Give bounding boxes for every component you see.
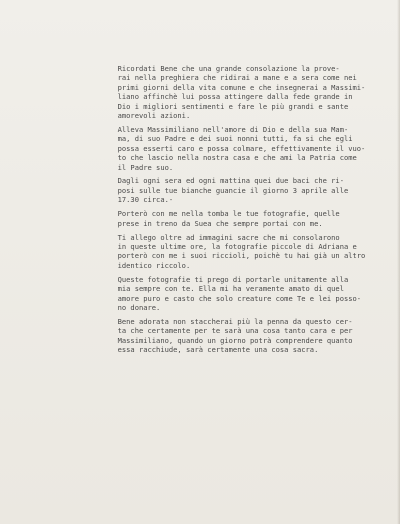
letter-paragraph [92, 317, 384, 355]
letter-line: possa esserti caro e possa colmare, effettivamente il vuo- [92, 143, 366, 153]
letter-line: 17.30 circa.- [92, 195, 174, 205]
letter-line: ta che certamente per te sarà una cosa tanto cara e per [92, 326, 353, 336]
letter-line: mia sempre con te. Ella mi ha veramente amato di quel [92, 284, 344, 294]
letter-line: Ricordati Bene che una grande consolazione la prove- [92, 64, 340, 73]
letter-line: Queste fotografie ti prego di portarle unitamente alla [92, 274, 349, 284]
letter-paragraph [92, 64, 384, 120]
letter-line: liano affinchè lui possa attingere dalla fede grande in [92, 92, 353, 102]
letter-line: Alleva Massimiliano nell'amore di Dio e della sua Mam- [92, 124, 349, 134]
letter-line: identico riccolo. [92, 260, 191, 270]
letter-line: porterò con me i suoi riccioli, poichè tu hai già un altro [92, 251, 366, 261]
letter-paragraph [92, 176, 384, 204]
letter-line: il Padre suo. [92, 162, 174, 172]
letter-line: no donare. [92, 302, 161, 312]
letter-line: amore puro e casto che solo creature come Te e lei posso- [92, 293, 362, 303]
letter-line: Ti allego oltre ad immagini sacre che mi consolarono [92, 232, 340, 242]
letter-line: prese in treno da Suea che sempre portai con me. [92, 218, 323, 228]
letter-line: Dio i migliori sentimenti e fare le più grandi e sante [92, 101, 349, 111]
letter-line: Bene adorata non staccherai più la penna da questo cer- [92, 316, 353, 326]
letter-line: posi sulle tue bianche guancie il giorno 3 aprile alle [92, 185, 349, 195]
letter-line: to che lascio nella nostra casa e che ami la Patria come [92, 153, 357, 163]
letter-line: Massimiliano, quando un giorno potrà comprendere quanto [92, 335, 353, 345]
letter-line: rai nella preghiera che ridirai a mane e a sera come nei [92, 73, 357, 83]
letter-paragraph [92, 275, 384, 313]
letter-line: primi giorni della vita comune e che insegnerai a Massimi- [92, 82, 366, 92]
letter-line: Porterò con me nella tomba le tue fotografie, quelle [92, 209, 340, 219]
letter-line: Dagli ogni sera ed ogni mattina quei due baci che ri- [92, 176, 344, 186]
letter-line: essa racchiude, sarà certamente una cosa sacra. [92, 345, 319, 355]
letter-paragraph [92, 125, 384, 172]
letter-line: amorevoli azioni. [92, 110, 191, 120]
letter-line: in queste ultime ore, la fotografie piccole di Adriana e [92, 242, 357, 252]
letter-line: ma, di suo Padre e dei suoi nonni tutti, fa si che egli [92, 134, 353, 144]
letter-body [92, 64, 384, 359]
letter-paragraph [92, 233, 384, 271]
letter-paragraph [92, 209, 384, 228]
